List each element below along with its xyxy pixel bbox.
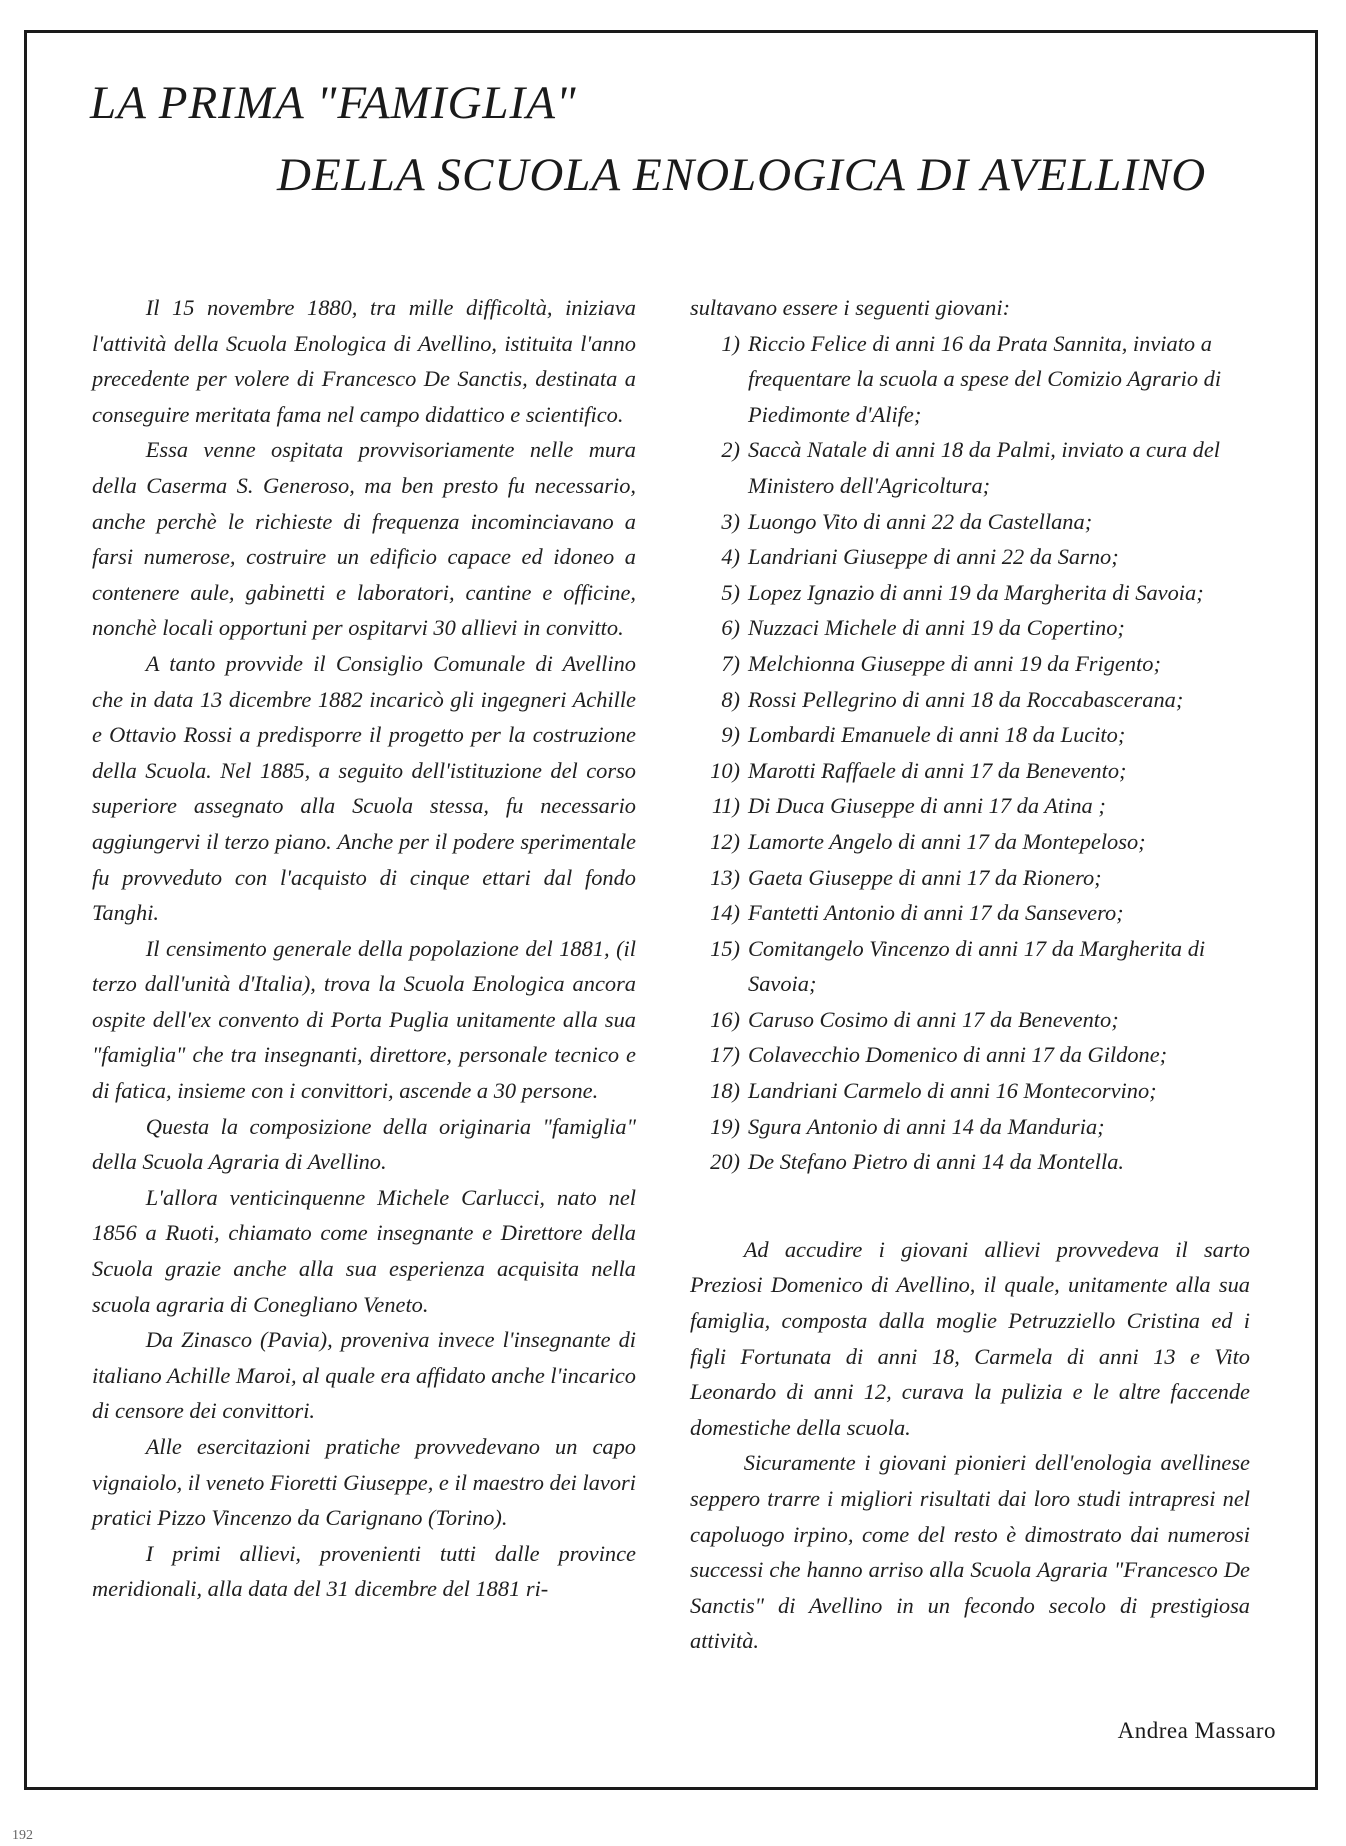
list-item xyxy=(690,575,1250,611)
list-text: Caruso Cosimo di anni 17 da Benevento; xyxy=(748,1006,1119,1032)
list-number: 5) xyxy=(721,579,740,605)
list-item xyxy=(690,682,1250,718)
list-text: Colavecchio Domenico di anni 17 da Gildone; xyxy=(748,1042,1168,1068)
list-number: 15) xyxy=(710,935,740,961)
list-item xyxy=(690,788,1250,824)
page-number: 192 xyxy=(12,1828,33,1843)
list-text: Landriani Giuseppe di anni 22 da Sarno; xyxy=(748,544,1119,570)
list-text: Sgura Antonio di anni 14 da Manduria; xyxy=(748,1113,1105,1139)
list-text: Fantetti Antonio di anni 17 da Sansevero; xyxy=(748,900,1124,926)
list-number: 8) xyxy=(721,686,740,712)
list-number: 3) xyxy=(721,508,740,534)
list-item xyxy=(690,824,1250,860)
paragraph: Essa venne ospitata provvisoriamente nelle mura della Caserma S. Generoso, ma ben presto fu necessario, anche perchè le richieste di frequenza incominciavano a farsi numerose, costruire un edificio capace ed idoneo a contenere aule, gabinetti e laboratori, cantine e officine, nonchè locali opportuni per ospitarvi 30 allievi in convitto. xyxy=(92,437,636,641)
list-number: 14) xyxy=(710,900,740,926)
list-item xyxy=(690,717,1250,753)
list-text: Marotti Raffaele di anni 17 da Benevento; xyxy=(748,757,1127,783)
list-number: 10) xyxy=(710,757,740,783)
page-title-line-1: LA PRIMA "FAMIGLIA" xyxy=(90,77,577,129)
page-title-line-2: DELLA SCUOLA ENOLOGICA DI AVELLINO xyxy=(277,149,1207,201)
paragraph: Sicuramente i giovani pionieri dell'enologia avellinese seppero trarre i migliori risultati dai loro studi intrapresi nel capoluogo irpino, come del resto è dimostrato dai numerosi successi che hanno arriso alla Scuola Agraria "Francesco De Sanctis" di Avellino in un fecondo secolo di prestigiosa attività. xyxy=(690,1450,1250,1654)
author-signature: Andrea Massaro xyxy=(1117,1718,1276,1743)
list-text: Di Duca Giuseppe di anni 17 da Atina ; xyxy=(748,793,1106,819)
list-item xyxy=(690,432,1250,503)
list-item xyxy=(690,895,1250,931)
list-item xyxy=(690,1002,1250,1038)
paragraph: A tanto provvide il Consiglio Comunale di Avellino che in data 13 dicembre 1882 incaricò gli ingegneri Achille e Ottavio Rossi a predisporre il progetto per la costruzione della Scuola. Nel 1885, a seguito dell'istituzione del corso superiore assegnato alla Scuola stessa, fu necessario aggiungervi il terzo piano. Anche per il podere sperimentale fu provveduto con l'acquisto di cinque ettari dal fondo Tanghi. xyxy=(92,650,636,926)
list-number: 20) xyxy=(710,1149,740,1175)
list-number: 19) xyxy=(710,1113,740,1139)
list-number: 9) xyxy=(721,722,740,748)
list-item xyxy=(690,610,1250,646)
list-number: 12) xyxy=(710,828,740,854)
list-number: 2) xyxy=(721,437,740,463)
students-list xyxy=(690,326,1250,1180)
list-text: Gaeta Giuseppe di anni 17 da Rionero; xyxy=(748,864,1102,890)
paragraph: L'allora venticinquenne Michele Carlucci, nato nel 1856 a Ruoti, chiamato come insegnante e Direttore della Scuola grazie anche alla sua esperienza acquisita nella scuola agraria di Conegliano Veneto. xyxy=(92,1184,636,1317)
list-number: 11) xyxy=(711,793,740,819)
list-number: 7) xyxy=(721,650,740,676)
list-number: 17) xyxy=(710,1042,740,1068)
paragraph: Ad accudire i giovani allievi provvedeva il sarto Preziosi Domenico di Avellino, il quale, unitamente alla sua famiglia, composta dalla moglie Petruzziello Cristina ed i figli Fortunata di anni 18, Carmela di anni 13 e Vito Leonardo di anni 12, curava la pulizia e le altre faccende domestiche della scuola. xyxy=(690,1236,1250,1440)
list-number: 13) xyxy=(710,864,740,890)
list-item xyxy=(690,1109,1250,1145)
list-text: Saccà Natale di anni 18 da Palmi, inviato a cura del Ministero dell'Agricoltura; xyxy=(748,437,1221,498)
list-item xyxy=(690,646,1250,682)
list-text: Landriani Carmelo di anni 16 Montecorvino; xyxy=(748,1078,1157,1104)
list-text: Rossi Pellegrino di anni 18 da Roccabascerana; xyxy=(748,686,1184,712)
list-number: 6) xyxy=(721,615,740,641)
continuation-text: sultavano essere i seguenti giovani: xyxy=(690,295,1011,320)
list-number: 1) xyxy=(721,330,740,356)
list-text: Lopez Ignazio di anni 19 da Margherita di Savoia; xyxy=(748,579,1204,605)
list-item xyxy=(690,326,1250,433)
left-column xyxy=(92,290,636,1607)
list-item xyxy=(690,860,1250,896)
paragraph: Il 15 novembre 1880, tra mille difficoltà, iniziava l'attività della Scuola Enologica di Avellino, istituita l'anno precedente per volere di Francesco De Sanctis, destinata a conseguire meritata fama nel campo didattico e scientifico. xyxy=(92,295,636,427)
paragraph: Alle esercitazioni pratiche provvedevano un capo vignaiolo, il veneto Fioretti Giuseppe, e il maestro dei lavori pratici Pizzo Vincenzo da Carignano (Torino). xyxy=(92,1434,636,1531)
paragraph: Il censimento generale della popolazione del 1881, (il terzo dall'unità d'Italia), trova la Scuola Enologica ancora ospite dell'ex convento di Porta Puglia unitamente alla sua "famiglia" che tra insegnanti, direttore, personale tecnico e di fatica, insieme con i convittori, ascende a 30 persone. xyxy=(92,935,636,1104)
list-item xyxy=(690,931,1250,1002)
list-item xyxy=(690,539,1250,575)
list-number: 16) xyxy=(710,1006,740,1032)
list-item xyxy=(690,1073,1250,1109)
list-text: De Stefano Pietro di anni 14 da Montella. xyxy=(748,1149,1125,1175)
spacer xyxy=(690,1180,1250,1232)
list-text: Lamorte Angelo di anni 17 da Montepeloso; xyxy=(748,828,1146,854)
paragraph: I primi allievi, provenienti tutti dalle province meridionali, alla data del 31 dicembre del 1881 ri- xyxy=(92,1540,636,1602)
list-item xyxy=(690,1037,1250,1073)
list-text: Riccio Felice di anni 16 da Prata Sannita, inviato a frequentare la scuola a spese del Comizio Agrario di Piedimonte d'Alife; xyxy=(748,330,1222,427)
list-number: 4) xyxy=(721,544,740,570)
list-item xyxy=(690,504,1250,540)
right-column xyxy=(690,290,1250,1659)
list-text: Lombardi Emanuele di anni 18 da Lucito; xyxy=(748,722,1126,748)
list-text: Nuzzaci Michele di anni 19 da Copertino; xyxy=(748,615,1125,641)
list-text: Melchionna Giuseppe di anni 19 da Frigento; xyxy=(748,650,1161,676)
paragraph: Da Zinasco (Pavia), proveniva invece l'insegnante di italiano Achille Maroi, al quale era affidato anche l'incarico di censore dei convittori. xyxy=(92,1327,636,1424)
paragraph: Questa la composizione della originaria "famiglia" della Scuola Agraria di Avellino. xyxy=(92,1113,636,1175)
list-text: Comitangelo Vincenzo di anni 17 da Margherita di Savoia; xyxy=(748,935,1206,997)
list-number: 18) xyxy=(710,1078,740,1104)
list-text: Luongo Vito di anni 22 da Castellana; xyxy=(748,508,1093,534)
list-item xyxy=(690,1144,1250,1180)
list-item xyxy=(690,753,1250,789)
